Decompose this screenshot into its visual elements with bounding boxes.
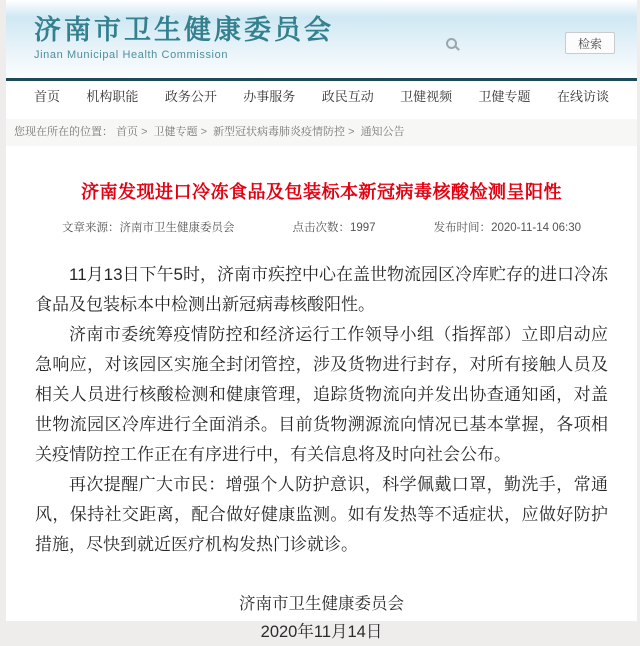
- page: [6, 0, 637, 641]
- article-meta: [35, 219, 608, 235]
- site-header: [6, 0, 637, 78]
- article-date: 2020年11月14日: [260, 623, 383, 641]
- nav-item-interview[interactable]: 在线访谈: [556, 88, 609, 104]
- search-area: [446, 32, 615, 54]
- article: [6, 178, 637, 646]
- article-paragraph: 济南市委统筹疫情防控和经济运行工作领导小组（指挥部）立即启动应急响应，对该园区实施全封闭管控，涉及货物进行封存，对所有接触人员及相关人员进行核酸检测和健康管理，追踪货物流向并发出协查通知函，对盖世物流园区冷库进行全面消杀。目前货物溯源流向情况已基本掌握，各项相关疫情防控工作正在有序进行中，有关信息将及时向社会公布。: [35, 325, 608, 464]
- site-logo[interactable]: [34, 14, 334, 61]
- site-title: 济南市卫生健康委员会: [34, 15, 334, 45]
- breadcrumb-separator: >: [348, 126, 355, 138]
- breadcrumb-topics[interactable]: 卫健专题: [153, 126, 198, 138]
- nav-item-interaction[interactable]: 政民互动: [321, 88, 374, 104]
- breadcrumb-covid[interactable]: 新型冠状病毒肺炎疫情防控: [213, 126, 346, 138]
- article-body: [35, 260, 608, 560]
- breadcrumb-separator: >: [141, 126, 148, 138]
- nav-item-gov-open[interactable]: 政务公开: [164, 88, 217, 104]
- nav-item-topics[interactable]: 卫健专题: [478, 88, 531, 104]
- article-publish-value: 2020-11-14 06:30: [491, 222, 582, 234]
- article-paragraph: 11月13日下午5时，济南市疾控中心在盖世物流园区冷库贮存的进口冷冻食品及包装标本中检测出新冠病毒核酸阳性。: [35, 265, 609, 314]
- article-source-label: 文章来源：: [61, 222, 120, 234]
- breadcrumb-separator: >: [200, 126, 207, 138]
- search-button[interactable]: 检索: [565, 32, 615, 54]
- article-publish-time: [434, 219, 581, 235]
- breadcrumb-home[interactable]: 首页: [116, 126, 139, 138]
- search-icon: [446, 38, 457, 49]
- breadcrumb-prefix: 您现在所在的位置：: [14, 126, 113, 138]
- nav-item-services[interactable]: 办事服务: [243, 88, 296, 104]
- article-clicks: [292, 219, 375, 235]
- article-signature: 济南市卫生健康委员会: [239, 595, 404, 613]
- search-input[interactable]: [465, 33, 565, 53]
- article-clicks-label: 点击次数：: [292, 222, 350, 234]
- nav-item-org[interactable]: 机构职能: [86, 88, 139, 104]
- article-clicks-value: 1997: [349, 222, 376, 234]
- main-nav: [6, 81, 637, 109]
- article-title: 济南发现进口冷冻食品及包装标本新冠病毒核酸检测呈阳性: [81, 182, 562, 202]
- nav-item-video[interactable]: 卫健视频: [400, 88, 453, 104]
- site-subtitle: Jinan Municipal Health Commission: [34, 49, 229, 61]
- article-source: [62, 219, 235, 235]
- article-paragraph: 再次提醒广大市民：增强个人防护意识，科学佩戴口罩，勤洗手，常通风，保持社交距离，配合做好健康监测。如有发热等不适症状，应做好防护措施，尽快到就近医疗机构发热门诊就诊。: [35, 475, 608, 554]
- nav-item-home[interactable]: 首页: [34, 88, 61, 104]
- article-source-value: 济南市卫生健康委员会: [119, 222, 235, 234]
- article-publish-label: 发布时间：: [433, 222, 492, 234]
- breadcrumb: [6, 119, 637, 146]
- breadcrumb-notices[interactable]: 通知公告: [360, 126, 405, 138]
